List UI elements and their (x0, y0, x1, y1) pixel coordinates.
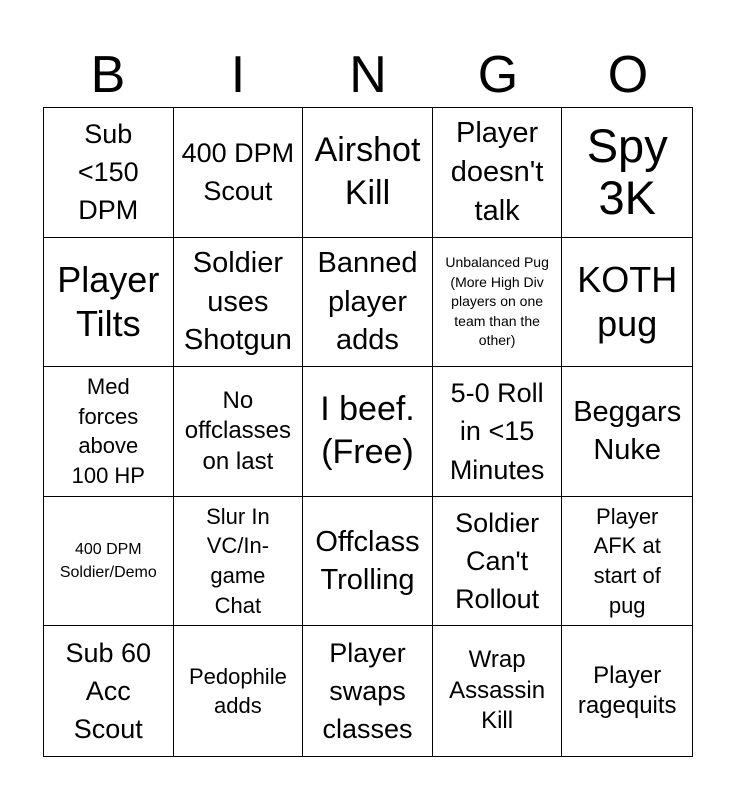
bingo-cell[interactable] (562, 108, 692, 238)
cell-text: 400 DPM Soldier/Demo (59, 540, 157, 582)
bingo-cell[interactable] (44, 497, 174, 627)
cell-text: Unbalanced Pug (More High Div players on one team than the other) (445, 253, 549, 349)
bingo-cell[interactable] (562, 367, 692, 497)
cell-text: Player ragequits (577, 661, 677, 720)
cell-text: Wrap Assassin Kill (449, 646, 546, 735)
cell-text: KOTH pug (577, 258, 678, 344)
cell-text: Pedophile adds (188, 663, 287, 719)
cell-text: Med forces above 100 HP (71, 374, 145, 489)
header-letter-b: B (90, 46, 126, 104)
bingo-cell[interactable] (433, 367, 563, 497)
cell-text: Player doesn't talk (450, 117, 544, 227)
cell-text: 400 DPM Scout (181, 137, 295, 207)
bingo-cell[interactable] (44, 108, 174, 238)
bingo-cell[interactable] (303, 626, 433, 756)
cell-text: Player swaps classes (322, 637, 413, 745)
cell-text: Player Tilts (57, 258, 160, 344)
cell-text: Player AFK at start of pug (593, 503, 661, 618)
cell-text: No offclasses on last (184, 386, 292, 475)
cell-text: Soldier Can't Rollout (455, 507, 540, 615)
bingo-cell[interactable] (303, 238, 433, 368)
bingo-cell[interactable] (174, 367, 304, 497)
header-letter-i: I (230, 46, 246, 104)
cell-text: 5-0 Roll in <15 Minutes (449, 378, 545, 485)
header-letter-o: O (607, 46, 649, 104)
cell-text: I beef. (Free) (320, 389, 415, 472)
cell-text: Beggars Nuke (573, 395, 682, 467)
bingo-cell[interactable] (433, 238, 563, 368)
bingo-cell[interactable] (44, 238, 174, 368)
bingo-cell[interactable] (562, 626, 692, 756)
bingo-cell[interactable] (303, 367, 433, 497)
bingo-cell[interactable] (174, 108, 304, 238)
bingo-cell[interactable] (174, 497, 304, 627)
cell-text: Spy 3K (586, 118, 668, 225)
bingo-cell[interactable] (44, 626, 174, 756)
cell-text: Soldier uses Shotgun (183, 247, 292, 357)
bingo-cell[interactable] (44, 367, 174, 497)
cell-text: Banned player adds (317, 247, 418, 357)
header-letter-n: N (349, 46, 387, 104)
cell-text: Sub 60 Acc Scout (65, 637, 152, 745)
bingo-cell[interactable] (433, 108, 563, 238)
header-letter-g: G (477, 46, 519, 104)
cell-text: Slur In VC/In-game Chat (206, 503, 270, 618)
bingo-cell[interactable] (562, 497, 692, 627)
cell-text: Offclass Trolling (315, 525, 420, 597)
bingo-cell[interactable] (174, 238, 304, 368)
bingo-cell[interactable] (433, 497, 563, 627)
bingo-cell[interactable] (433, 626, 563, 756)
bingo-header (43, 44, 693, 106)
bingo-cell[interactable] (174, 626, 304, 756)
cell-text: Sub <150 DPM (77, 118, 139, 226)
bingo-cell[interactable] (303, 108, 433, 238)
bingo-cell[interactable] (303, 497, 433, 627)
bingo-board (43, 107, 693, 757)
bingo-cell[interactable] (562, 238, 692, 368)
cell-text: Airshot Kill (314, 130, 421, 213)
